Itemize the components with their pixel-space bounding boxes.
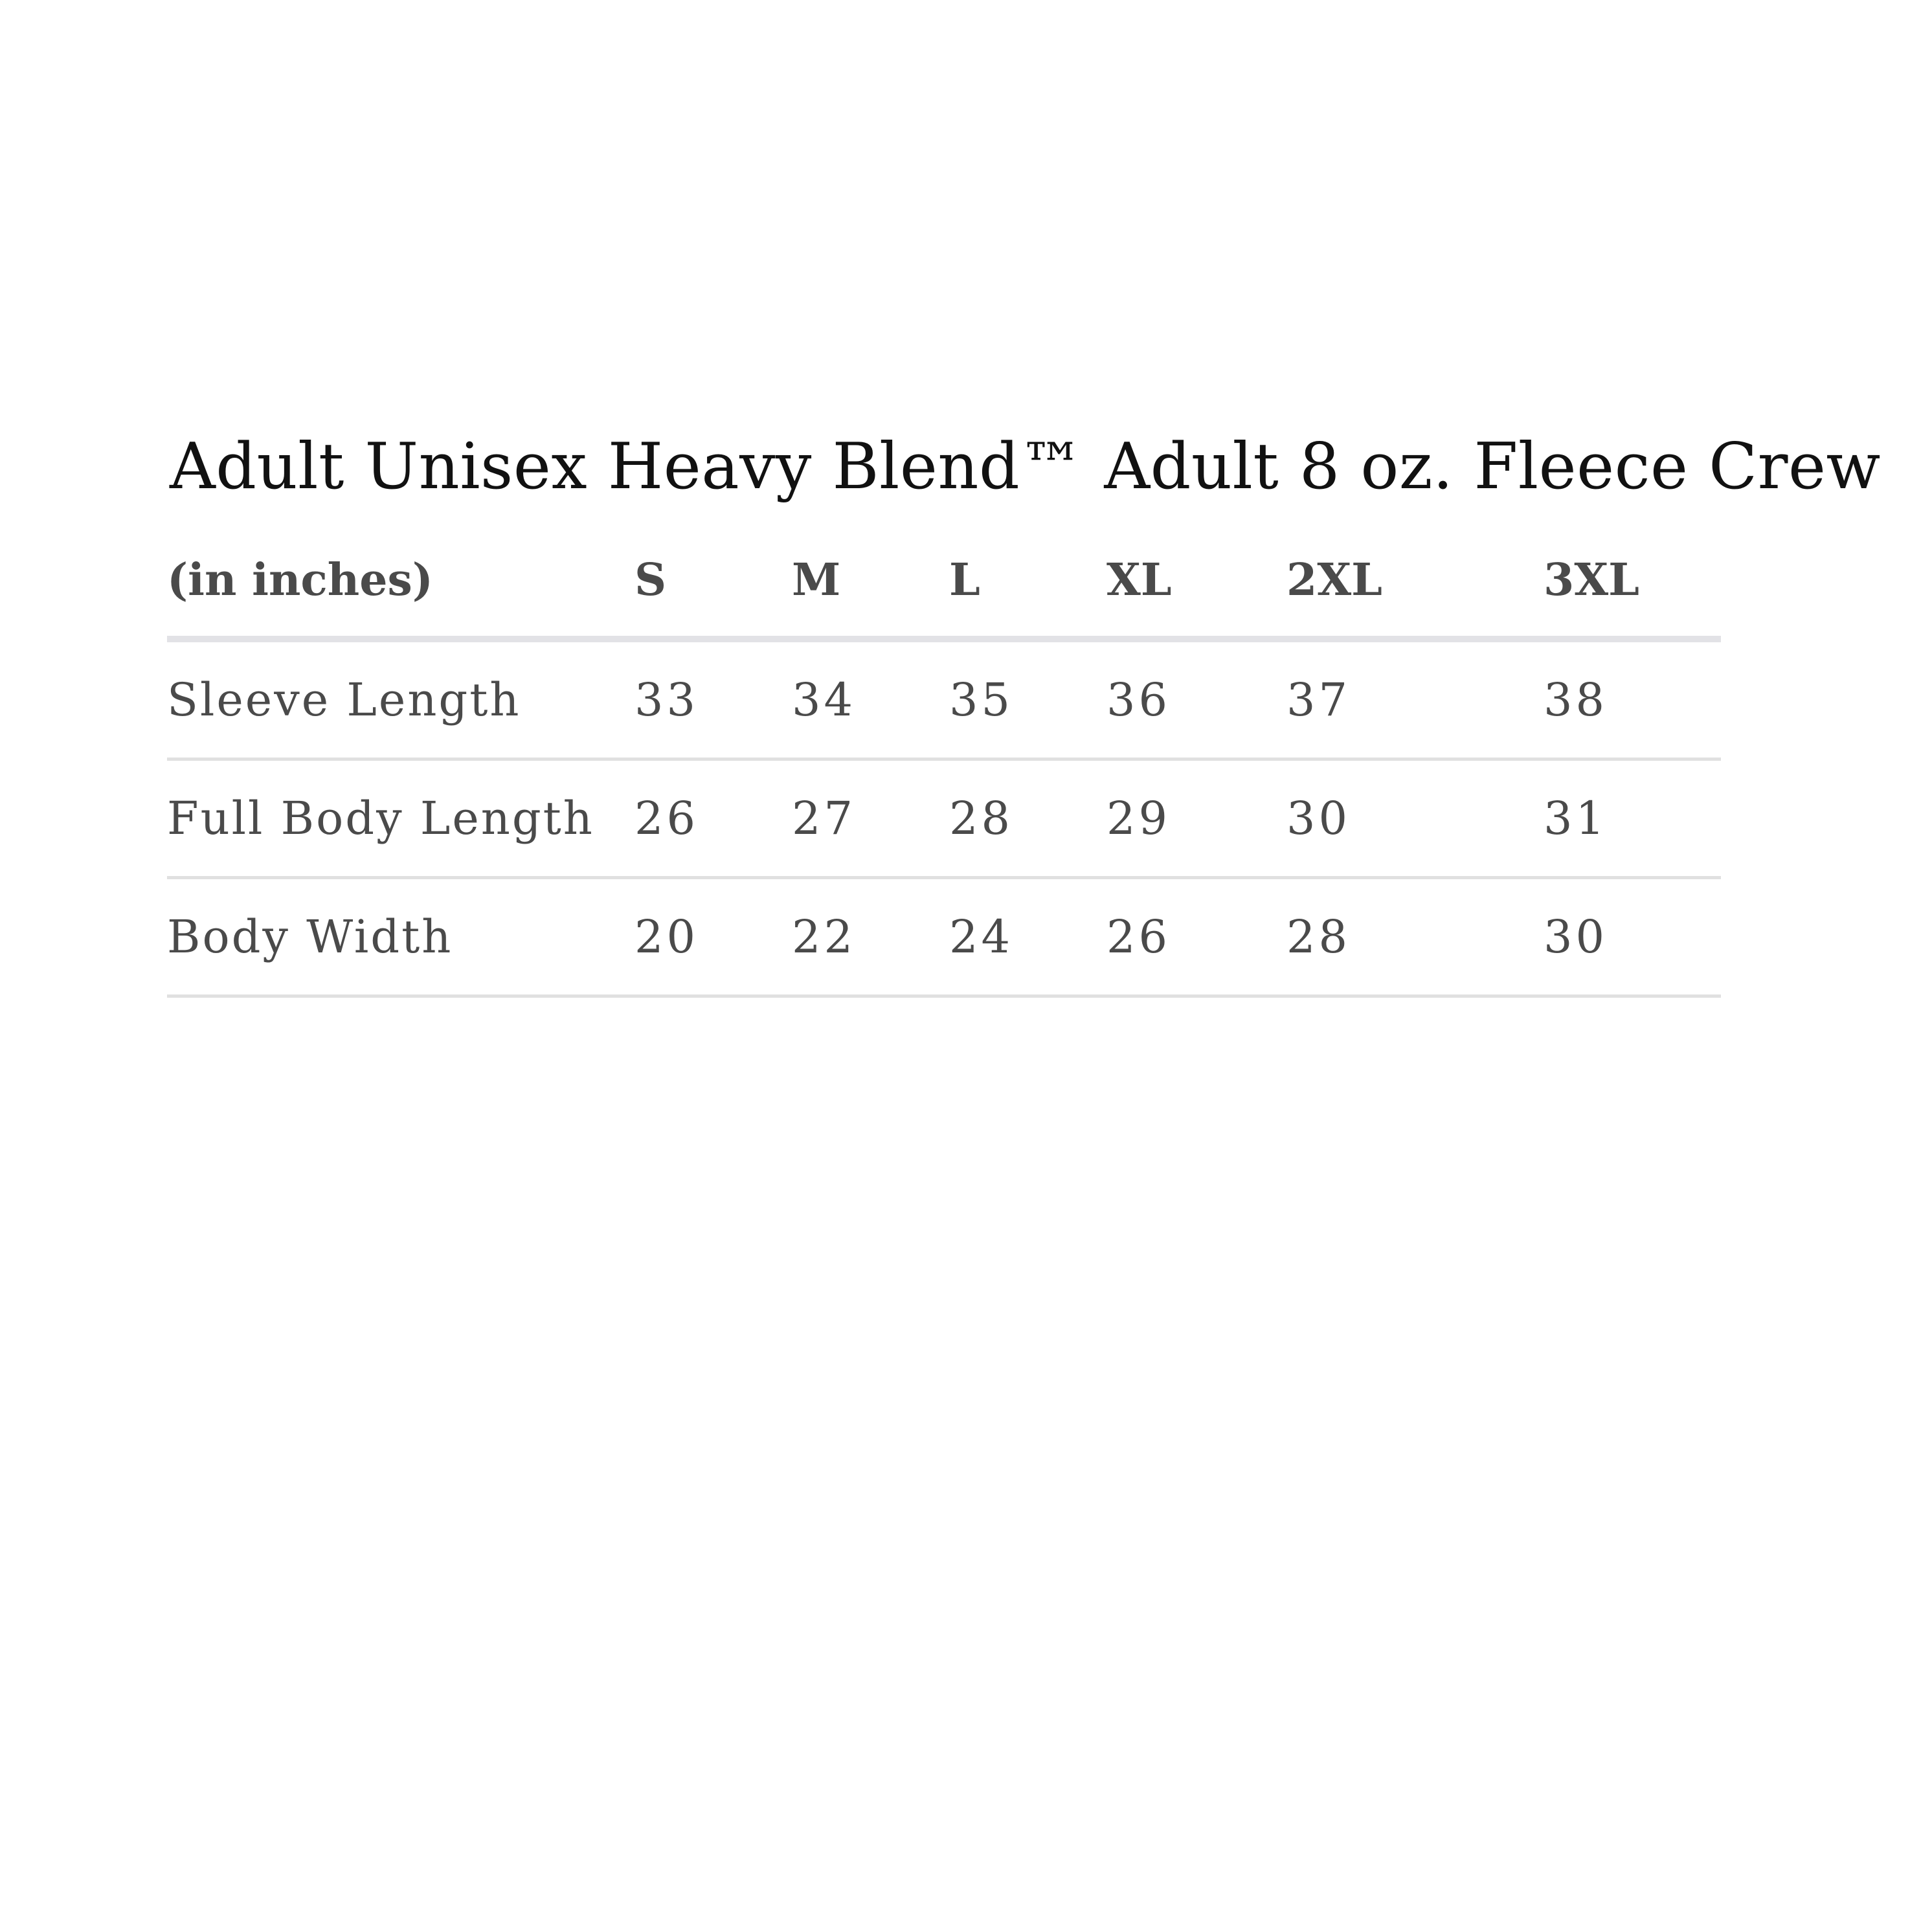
table-row	[167, 639, 1721, 759]
size-header-s: S	[635, 531, 792, 639]
table-cell: 35	[949, 639, 1106, 759]
table-cell: 26	[1106, 878, 1286, 996]
size-chart-table	[167, 531, 1721, 998]
table-row	[167, 878, 1721, 996]
size-header-xl: XL	[1106, 531, 1286, 639]
table-cell: 26	[635, 759, 792, 878]
table-cell: 38	[1544, 639, 1721, 759]
table-row	[167, 759, 1721, 878]
unit-header: (in inches)	[167, 531, 635, 639]
table-cell: 20	[635, 878, 792, 996]
table-cell: 37	[1286, 639, 1544, 759]
table-cell: 30	[1544, 878, 1721, 996]
table-cell: 31	[1544, 759, 1721, 878]
row-label: Full Body Length	[167, 759, 635, 878]
size-header-2xl: 2XL	[1286, 531, 1544, 639]
row-label: Sleeve Length	[167, 639, 635, 759]
page-title: Adult Unisex Heavy Blend™ Adult 8 oz. Fleece Crew	[170, 430, 1881, 504]
table-cell: 22	[792, 878, 949, 996]
size-header-3xl: 3XL	[1544, 531, 1721, 639]
size-header-row	[167, 531, 1721, 639]
row-label: Body Width	[167, 878, 635, 996]
table-cell: 30	[1286, 759, 1544, 878]
table-cell: 28	[1286, 878, 1544, 996]
table-cell: 29	[1106, 759, 1286, 878]
size-header-l: L	[949, 531, 1106, 639]
table-cell: 24	[949, 878, 1106, 996]
table-cell: 33	[635, 639, 792, 759]
size-header-m: M	[792, 531, 949, 639]
table-cell: 34	[792, 639, 949, 759]
table-cell: 28	[949, 759, 1106, 878]
table-cell: 27	[792, 759, 949, 878]
table-cell: 36	[1106, 639, 1286, 759]
